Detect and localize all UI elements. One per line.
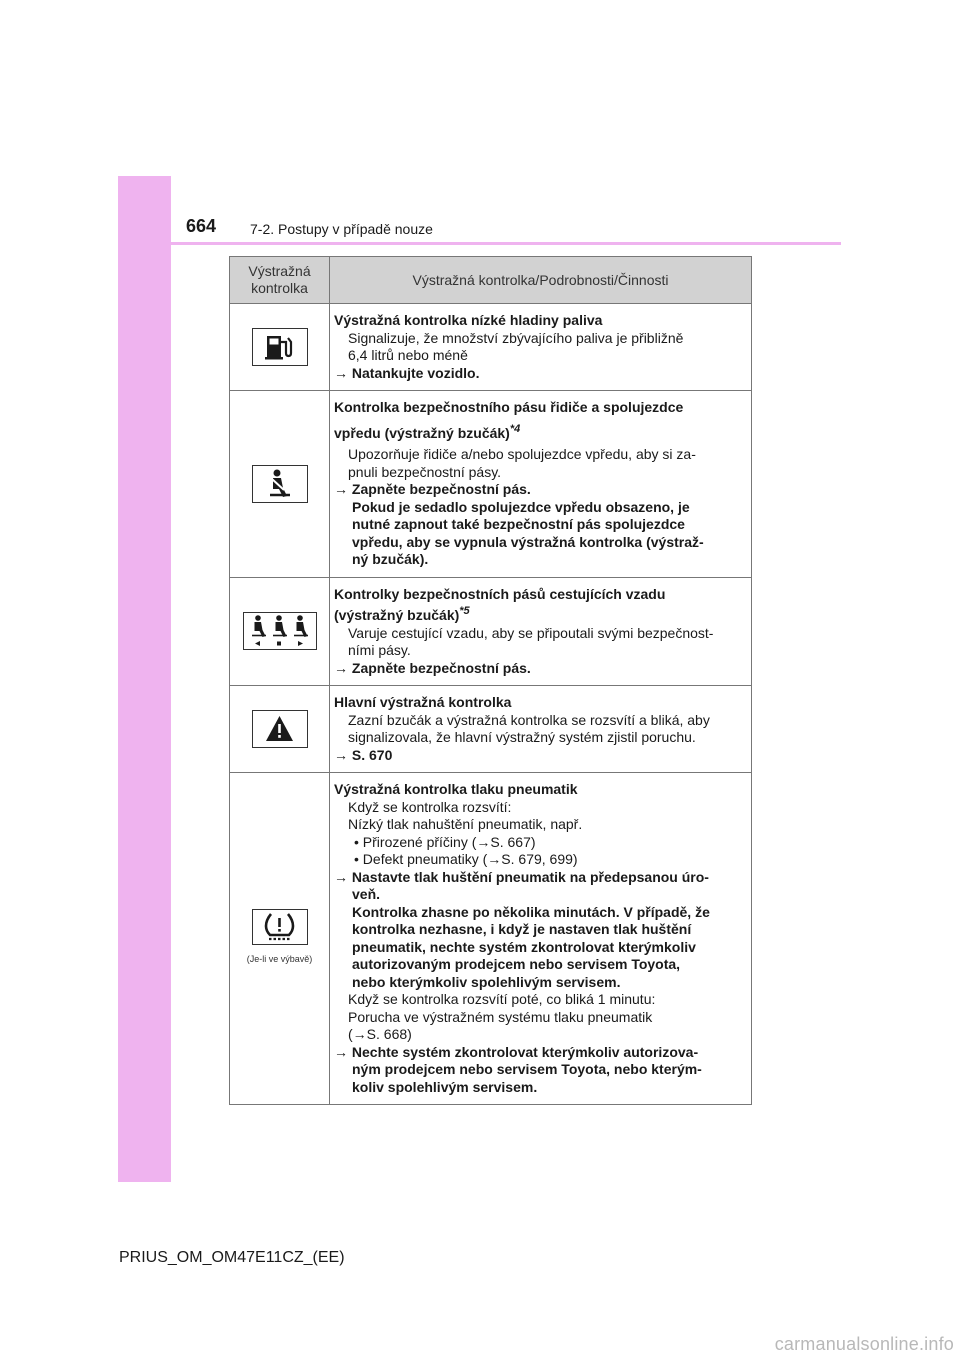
- table-row: [230, 304, 752, 391]
- row-title-text: (výstražný bzučák): [334, 607, 460, 623]
- row-text: Upozorňuje řidiče a/nebo spolujezdce vpředu, aby si za-: [348, 446, 696, 462]
- optional-equipment-note: (Je-li ve výbavě): [246, 953, 313, 964]
- section-title: 7-2. Postupy v případě nouze: [250, 221, 433, 237]
- table-row: [230, 686, 752, 773]
- row-text: (→S. 668): [348, 1026, 412, 1042]
- row-title: Výstražná kontrolka nízké hladiny paliva: [334, 312, 603, 328]
- action-detail: ným prodejcem nebo servisem Toyota, nebo kterým-: [352, 1061, 702, 1077]
- action-detail: ný bzučák).: [352, 551, 429, 567]
- seatbelt-icon: [252, 465, 308, 503]
- action-detail: Kontrolka zhasne po několika minutách. V případě, že: [352, 903, 710, 920]
- warning-lights-table: [229, 256, 752, 1105]
- tire-pressure-icon: [252, 909, 308, 945]
- icon-cell: [230, 686, 330, 773]
- description-cell: [330, 773, 752, 1105]
- header-rule: [171, 242, 841, 245]
- row-text: Varuje cestující vzadu, aby se připoutali svými bezpečnost-: [348, 624, 714, 641]
- row-text: Když se kontrolka rozsvítí:: [348, 798, 512, 815]
- footnote-ref: *5: [459, 605, 470, 617]
- table-row: [230, 391, 752, 578]
- description-cell: [330, 304, 752, 391]
- rear-seatbelts-icon: [243, 612, 317, 650]
- icon-cell: [230, 577, 330, 686]
- chapter-side-band: [118, 176, 171, 1182]
- row-text: Signalizuje, že množství zbývajícího paliva je přibližně: [348, 329, 684, 346]
- row-title: Hlavní výstražná kontrolka: [334, 694, 512, 710]
- bullet-item: • Přirozené příčiny (→S. 667): [354, 833, 536, 850]
- row-text: Nízký tlak nahuštění pneumatik, např.: [348, 816, 583, 832]
- action-line: → Zapněte bezpečnostní pás.: [334, 659, 531, 676]
- action-line: → Natankujte vozidlo.: [334, 364, 480, 381]
- description-cell: [330, 577, 752, 686]
- page-number: 664: [186, 216, 217, 236]
- row-text: 6,4 litrů nebo méně: [348, 347, 468, 363]
- row-text: Zazní bzučák a výstražná kontrolka se rozsvítí a bliká, aby: [348, 711, 710, 728]
- table-row: [230, 773, 752, 1105]
- row-text: pnuli bezpečnostní pásy.: [348, 463, 502, 480]
- row-title: Výstražná kontrolka tlaku pneumatik: [334, 781, 578, 797]
- action-detail: autorizovaným prodejcem nebo servisem Toyota,: [352, 956, 681, 972]
- table-row: [230, 577, 752, 686]
- row-title: Kontrolky bezpečnostních pásů cestujících vzadu: [334, 585, 666, 602]
- watermark: carmanualsonline.info: [774, 1334, 954, 1354]
- action-line: → Zapněte bezpečnostní pás.: [334, 481, 531, 497]
- action-detail: nebo kterýmkoliv spolehlivým servisem.: [352, 973, 621, 990]
- row-text: Když se kontrolka rozsvítí poté, co bliká 1 minutu:: [348, 991, 656, 1007]
- icon-cell: [230, 773, 330, 1105]
- action-detail: Pokud je sedadlo spolujezdce vpředu obsazeno, je: [352, 498, 690, 515]
- bullet-item: • Defekt pneumatiky (→S. 679, 699): [354, 851, 578, 867]
- row-title-continued: [334, 603, 745, 625]
- table-header-row: [230, 257, 752, 304]
- action-line: → Nechte systém zkontrolovat kterýmkoliv autorizova-: [334, 1043, 699, 1060]
- action-detail: vpředu, aby se vypnula výstražná kontrolka (výstraž-: [352, 533, 704, 550]
- description-cell: [330, 686, 752, 773]
- icon-cell: [230, 304, 330, 391]
- col-header-warning-light: Výstražná kontrolka: [230, 257, 330, 304]
- action-detail: nutné zapnout také bezpečnostní pás spolujezdce: [352, 516, 685, 532]
- row-text: signalizovala, že hlavní výstražný systém zjistil poruchu.: [348, 729, 696, 745]
- action-line: → S. 670: [334, 746, 393, 763]
- action-detail: pneumatik, nechte systém zkontrolovat kterýmkoliv: [352, 938, 696, 955]
- fuel-pump-icon: [252, 328, 308, 366]
- action-detail: veň.: [352, 886, 381, 902]
- action-detail: koliv spolehlivým servisem.: [352, 1078, 538, 1095]
- icon-cell: [230, 391, 330, 578]
- row-text: Porucha ve výstražném systému tlaku pneumatik: [348, 1008, 653, 1025]
- col-header-details: Výstražná kontrolka/Podrobnosti/Činnosti: [330, 257, 752, 304]
- row-text: ními pásy.: [348, 642, 411, 658]
- description-cell: [330, 391, 752, 578]
- action-detail: kontrolka nezhasne, i když je nastaven tlak huštění: [352, 921, 692, 937]
- row-title: Kontrolka bezpečnostního pásu řidiče a spolujezdce: [334, 399, 684, 415]
- master-warning-icon: [252, 710, 308, 748]
- row-title-continued: [334, 421, 745, 443]
- action-line: → Nastavte tlak huštění pneumatik na předepsanou úro-: [334, 868, 709, 885]
- footnote-ref: *4: [509, 422, 521, 435]
- document-code: PRIUS_OM_OM47E11CZ_(EE): [119, 1249, 345, 1266]
- row-title-text: vpředu (výstražný bzučák): [334, 424, 510, 441]
